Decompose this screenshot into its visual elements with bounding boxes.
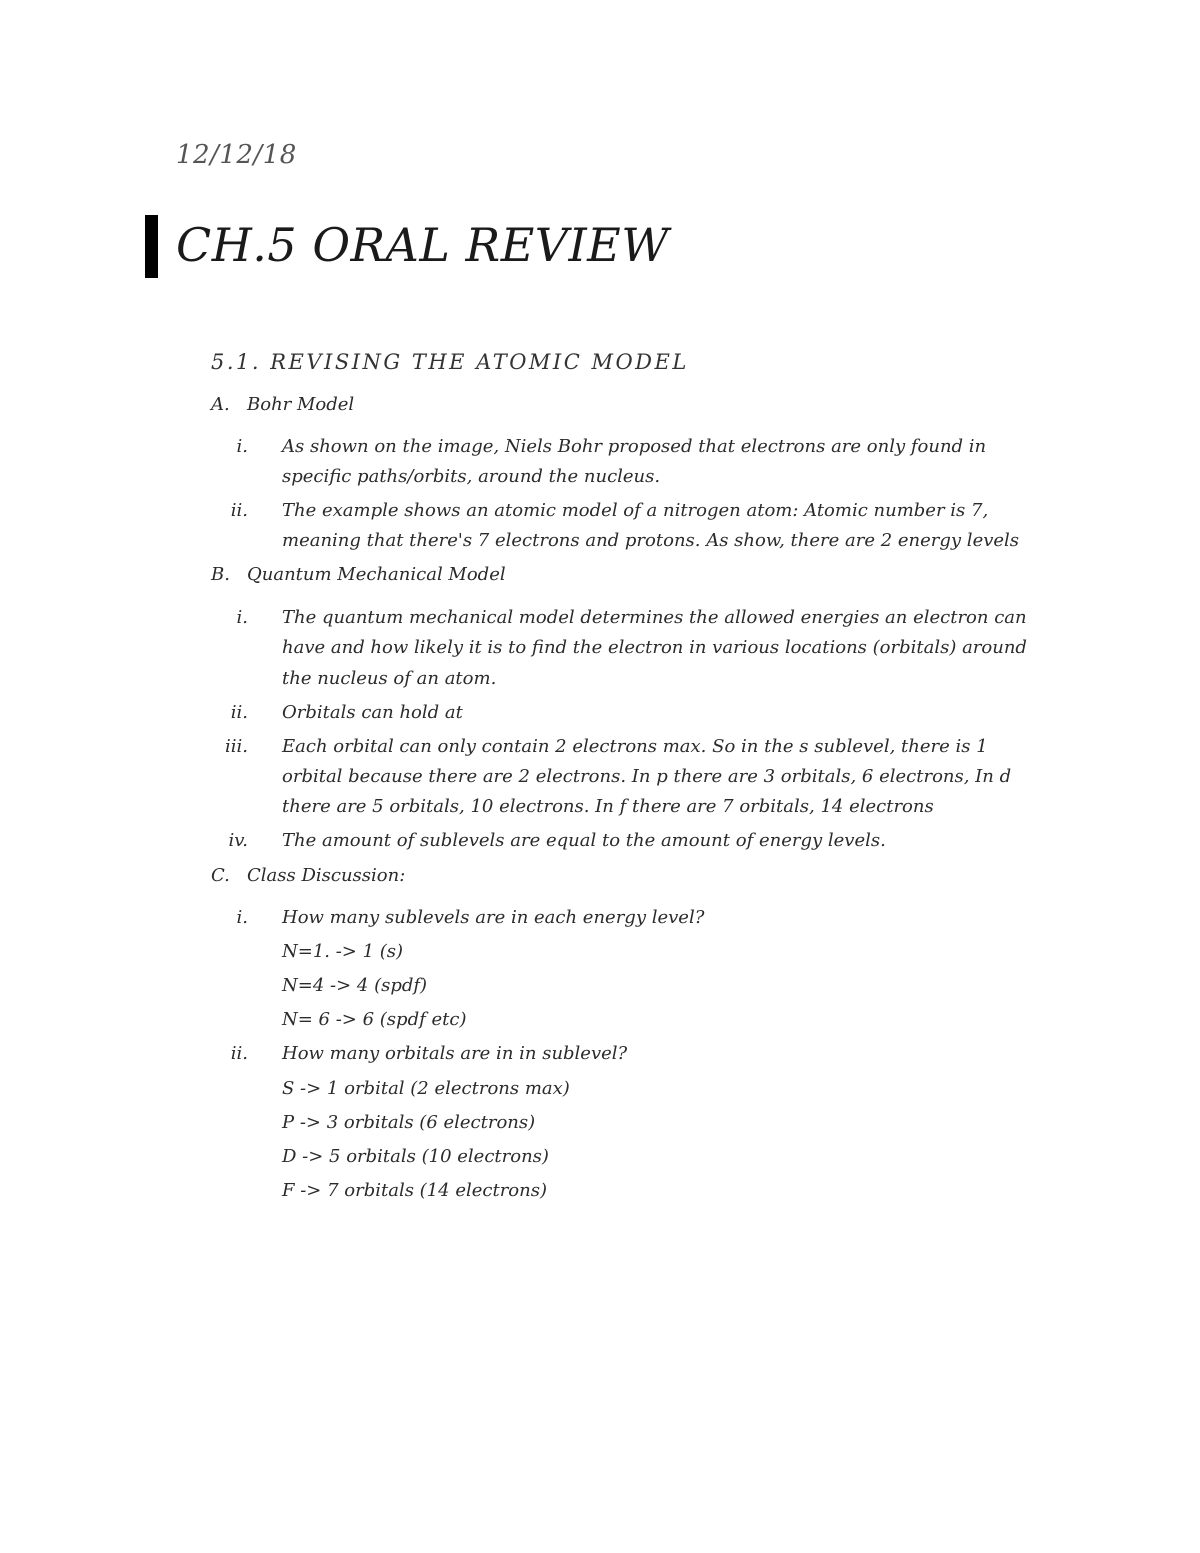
outline-label: Bohr Model	[247, 394, 355, 415]
subitem-text-line: have and how likely it is to find the electron in various locations (orbitals) around	[282, 637, 1027, 658]
outline-marker: B.	[211, 564, 230, 585]
outline-marker: C.	[211, 865, 230, 886]
subitem-marker: i.	[236, 607, 248, 628]
subitem-text-line: N= 6 -> 6 (spdf etc)	[282, 1009, 467, 1030]
subitem-text-line: The quantum mechanical model determines the allowed energies an electron can	[282, 607, 1027, 628]
subitem-text-line: How many sublevels are in each energy level?	[282, 907, 705, 928]
subitem-marker: i.	[236, 907, 248, 928]
subitem-marker: iv.	[228, 830, 248, 851]
subitem-text-line: How many orbitals are in in sublevel?	[282, 1043, 628, 1064]
subitem-marker: ii.	[230, 500, 248, 521]
subitem-text-line: Orbitals can hold at	[282, 702, 463, 723]
subitem-text-line: Each orbital can only contain 2 electrons max. So in the s sublevel, there is 1	[282, 736, 988, 757]
subitem-text-line: N=4 -> 4 (spdf)	[282, 975, 428, 996]
subitem-marker: ii.	[230, 702, 248, 723]
subitem-text-line: As shown on the image, Niels Bohr proposed that electrons are only found in	[282, 436, 987, 457]
subitem-text-line: N=1. -> 1 (s)	[282, 941, 404, 962]
subitem-text-line: the nucleus of an atom.	[282, 668, 497, 689]
outline-label: Class Discussion:	[247, 865, 406, 886]
subitem-text-line: The amount of sublevels are equal to the amount of energy levels.	[282, 830, 886, 851]
document-date: 12/12/18	[176, 140, 297, 170]
subitem-text-line: S -> 1 orbital (2 electrons max)	[282, 1078, 570, 1099]
subitem-marker: ii.	[230, 1043, 248, 1064]
subitem-text-line: P -> 3 orbitals (6 electrons)	[282, 1112, 536, 1133]
subitem-text-line: meaning that there's 7 electrons and protons. As show, there are 2 energy levels	[282, 530, 1020, 551]
subitem-marker: iii.	[225, 736, 248, 757]
outline-label: Quantum Mechanical Model	[247, 564, 506, 585]
subitem-text-line: there are 5 orbitals, 10 electrons. In f there are 7 orbitals, 14 electrons	[282, 796, 934, 817]
subitem-marker: i.	[236, 436, 248, 457]
title-accent-bar	[145, 215, 158, 278]
section-heading: 5.1. REVISING THE ATOMIC MODEL	[211, 350, 689, 374]
subitem-text-line: specific paths/orbits, around the nucleus.	[282, 466, 661, 487]
outline-marker: A.	[211, 394, 230, 415]
subitem-text-line: F -> 7 orbitals (14 electrons)	[282, 1180, 547, 1201]
subitem-text-line: orbital because there are 2 electrons. In p there are 3 orbitals, 6 electrons, In d	[282, 766, 1012, 787]
document-title: CH.5 ORAL REVIEW	[176, 218, 670, 272]
subitem-text-line: The example shows an atomic model of a nitrogen atom: Atomic number is 7,	[282, 500, 989, 521]
subitem-text-line: D -> 5 orbitals (10 electrons)	[282, 1146, 549, 1167]
